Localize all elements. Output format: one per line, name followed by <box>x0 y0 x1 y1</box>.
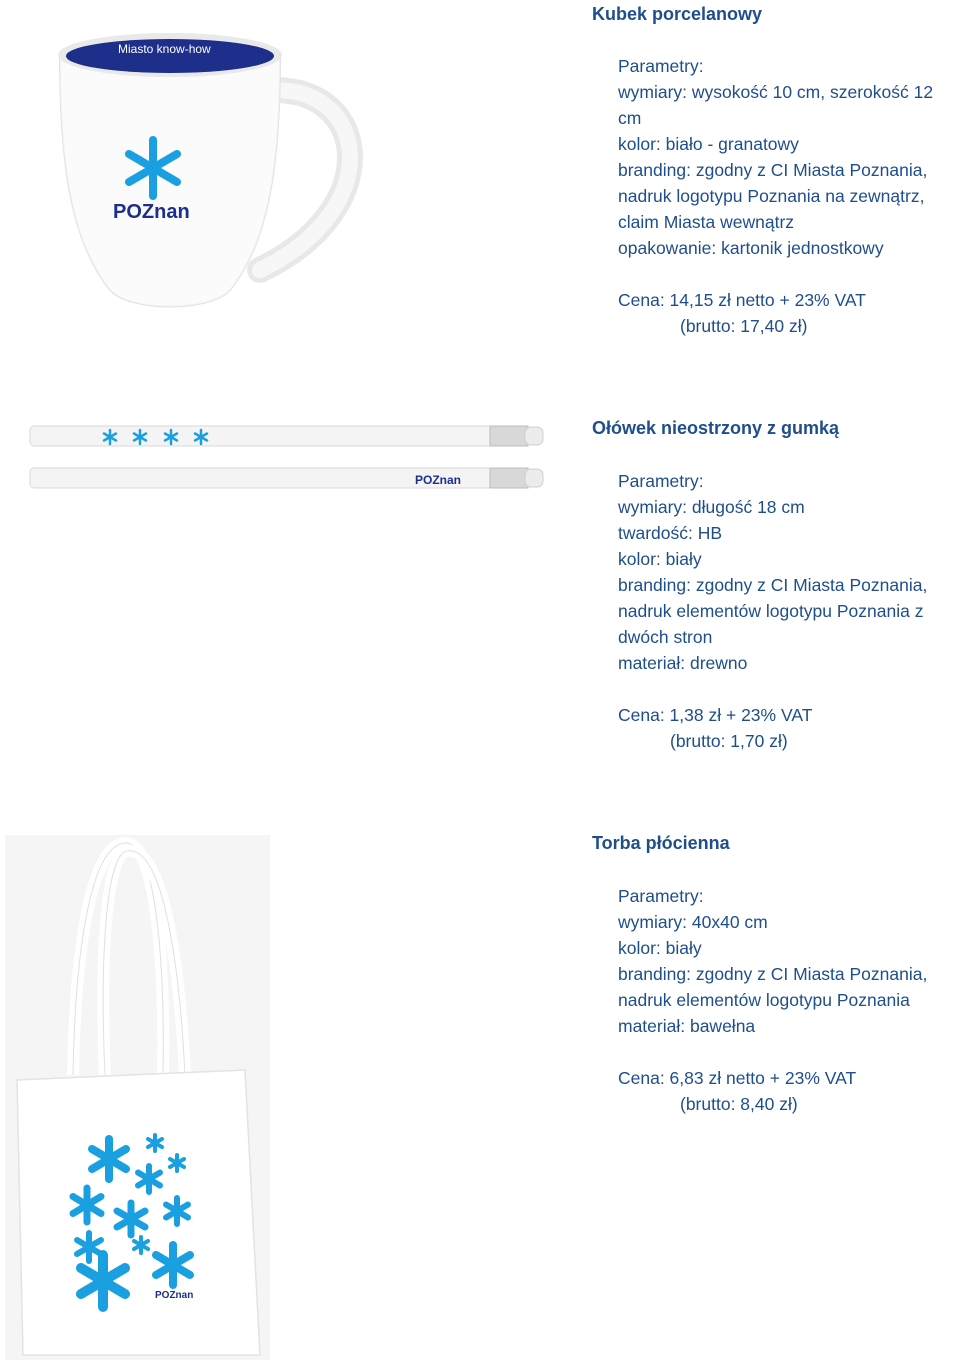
bag-image <box>5 835 270 1360</box>
params-label: Parametry: <box>618 886 704 906</box>
param-line: kolor: biało - granatowy <box>618 134 799 154</box>
mug-logo-text: POZnan <box>113 201 190 223</box>
param-line: wymiary: 40x40 cm <box>618 912 768 932</box>
param-line: wymiary: wysokość 10 cm, szerokość 12 <box>618 82 934 102</box>
brutto-price-text: (brutto: 1,70 zł) <box>670 731 788 751</box>
param-line: materiał: drewno <box>618 653 748 673</box>
param-line: kolor: biały <box>618 938 702 958</box>
param-line: nadruk elementów logotypu Poznania <box>618 990 910 1010</box>
product-title: Kubek porcelanowy <box>592 4 763 24</box>
price-text: Cena: 6,83 zł netto + 23% VAT <box>618 1068 857 1088</box>
product-title: Torba płócienna <box>592 833 730 853</box>
param-line: branding: zgodny z CI Miasta Poznania, <box>618 160 928 180</box>
mug-claim-text: Miasto know-how <box>118 42 211 56</box>
param-line: nadruk logotypu Poznania na zewnątrz, <box>618 186 925 206</box>
param-line: dwóch stron <box>618 627 713 647</box>
product-params <box>618 53 933 339</box>
param-line: claim Miasta wewnątrz <box>618 212 795 232</box>
pencil-image <box>25 418 550 498</box>
mug-image <box>40 20 370 320</box>
params-label: Parametry: <box>618 56 704 76</box>
param-line: kolor: biały <box>618 549 702 569</box>
product-title: Ołówek nieostrzony z gumką <box>592 418 840 438</box>
param-line: opakowanie: kartonik jednostkowy <box>618 238 884 258</box>
param-line: cm <box>618 108 642 128</box>
pencil-logo-text: POZnan <box>415 473 462 487</box>
param-line: twardość: HB <box>618 523 723 543</box>
brutto-price-text: (brutto: 17,40 zł) <box>680 316 808 336</box>
param-line: branding: zgodny z CI Miasta Poznania, <box>618 575 928 595</box>
brutto-price-text: (brutto: 8,40 zł) <box>680 1094 798 1114</box>
product-params <box>618 468 927 754</box>
bag-logo-text: POZnan <box>155 1290 194 1301</box>
price-text: Cena: 14,15 zł netto + 23% VAT <box>618 290 866 310</box>
param-line: wymiary: długość 18 cm <box>618 497 805 517</box>
param-line: branding: zgodny z CI Miasta Poznania, <box>618 964 928 984</box>
param-line: nadruk elementów logotypu Poznania z <box>618 601 924 621</box>
param-line: materiał: bawełna <box>618 1016 756 1036</box>
product-params <box>618 883 927 1117</box>
price-text: Cena: 1,38 zł + 23% VAT <box>618 705 813 725</box>
params-label: Parametry: <box>618 471 704 491</box>
